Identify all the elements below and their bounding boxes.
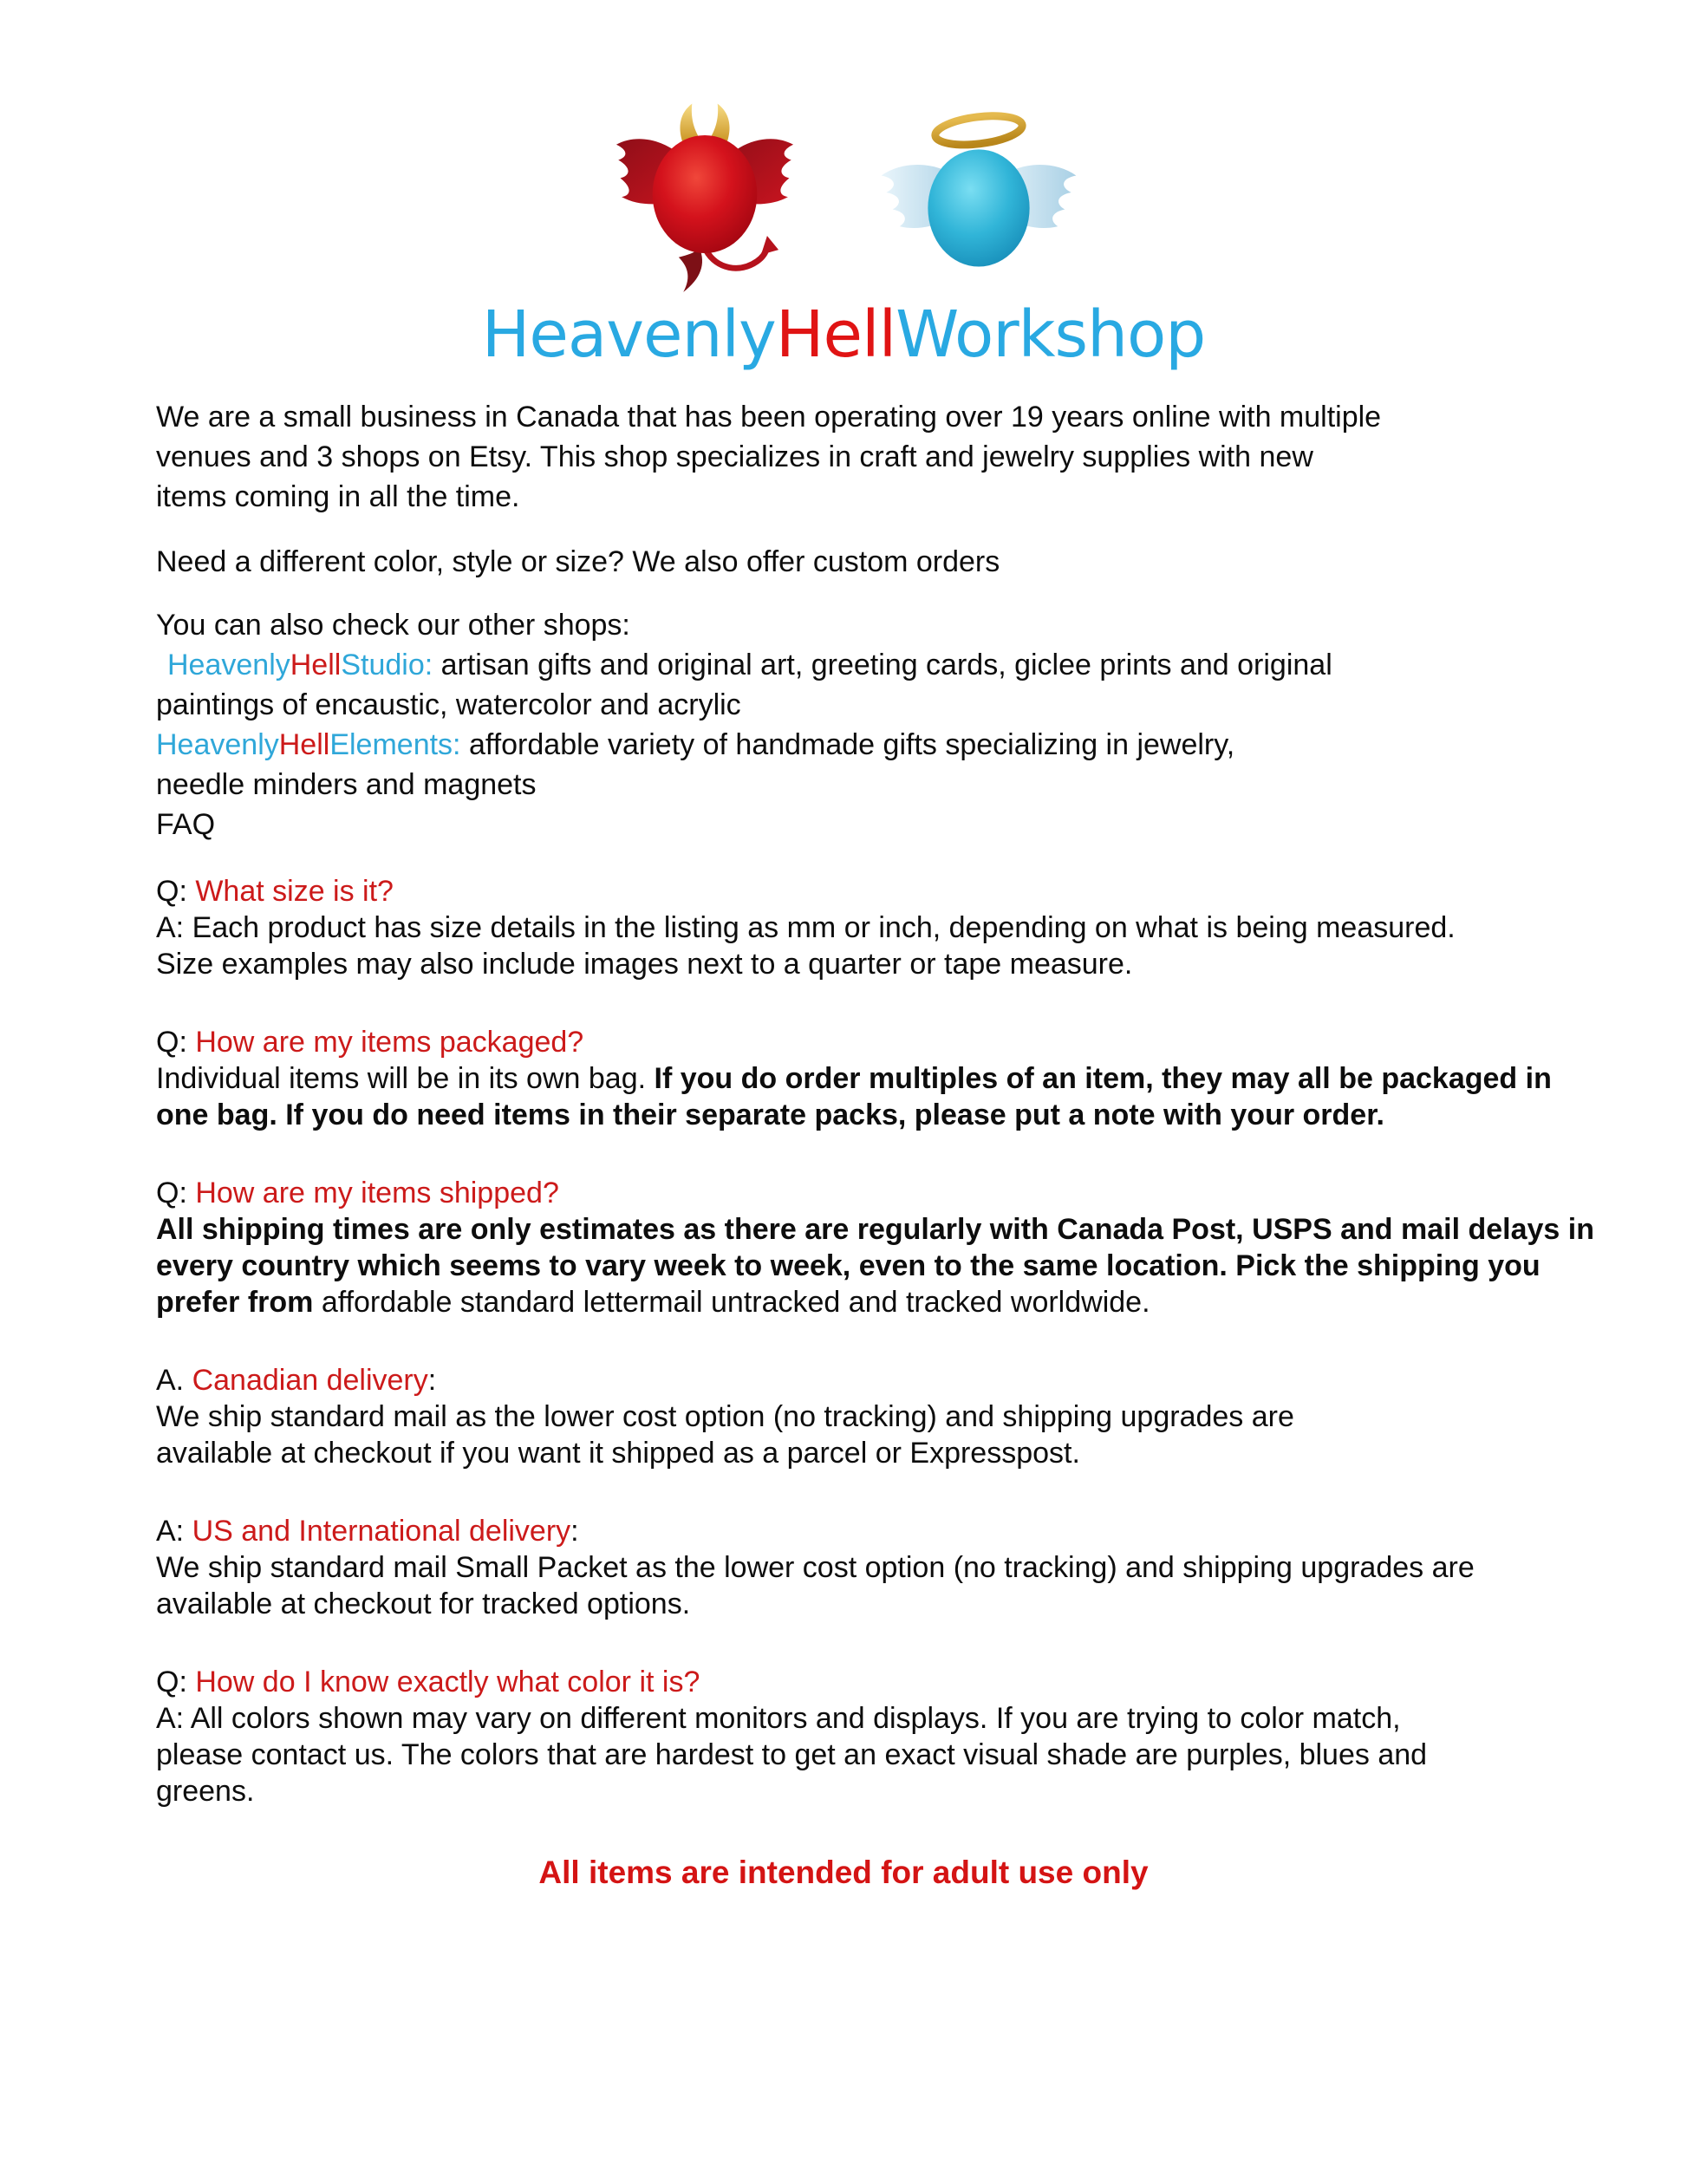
text-run: every country which seems to vary week to week, even to the same location. Pick the shipping you: [156, 1249, 1540, 1282]
adult-use-notice: All items are intended for adult use only: [538, 1855, 1149, 1890]
text-run: If you do order multiples of an item, they may all be packaged in: [654, 1062, 1552, 1095]
text-run: Q:: [156, 1666, 196, 1698]
shop-elements-desc-line2: needle minders and magnets: [156, 768, 537, 801]
logo: [0, 0, 1687, 290]
text-run: A: All colors shown may vary on different monitors and displays. If you are trying to color match,: [156, 1702, 1401, 1735]
text-run: How are my items shipped?: [195, 1177, 559, 1209]
shop-elements-line: [156, 725, 1531, 765]
intro-line: We are a small business in Canada that has been operating over 19 years online with multiple: [156, 401, 1382, 434]
intro-line: venues and 3 shops on Etsy. This shop specializes in craft and jewelry supplies with new: [156, 440, 1313, 473]
other-shops-section: [156, 605, 1531, 844]
text-line: [156, 1248, 1540, 1284]
shop-studio-desc-line2: paintings of encaustic, watercolor and acrylic: [156, 688, 741, 721]
faq-label: FAQ: [156, 808, 216, 841]
text-line: [156, 1175, 1531, 1211]
text-line: [156, 1284, 1531, 1320]
intro-paragraph: [156, 397, 1531, 517]
intro-line: items coming in all the time.: [156, 480, 520, 513]
text-run: available at checkout for tracked options.: [156, 1587, 691, 1620]
text-line: [156, 946, 1531, 982]
faq-section: [156, 873, 1594, 1809]
text-run: greens.: [156, 1775, 255, 1808]
text-line: [156, 1024, 1531, 1060]
text-line: [156, 873, 1531, 909]
text-line: [156, 1398, 1531, 1435]
text-run: We ship standard mail as the lower cost option (no tracking) and shipping upgrades are: [156, 1400, 1294, 1433]
faq-block: [156, 1362, 1531, 1471]
text-run: prefer from: [156, 1286, 322, 1319]
text-run: We ship standard mail Small Packet as the lower cost option (no tracking) and shipping upgrades are: [156, 1551, 1475, 1584]
text-run: Q:: [156, 1026, 196, 1059]
text-line: [156, 1362, 1531, 1398]
shop-studio-desc: artisan gifts and original art, greeting cards, giclee prints and original: [433, 649, 1332, 681]
text-run: :: [427, 1364, 437, 1397]
title-hell: Hell: [775, 297, 896, 372]
text-run: Canadian delivery: [192, 1364, 428, 1397]
text-line: [156, 1435, 1531, 1471]
text-run: A.: [156, 1364, 192, 1397]
faq-block: [156, 873, 1531, 982]
text-line: [156, 1097, 1531, 1133]
shop-elements-heavenly: Heavenly: [156, 728, 279, 761]
text-run: Individual items will be in its own bag.: [156, 1062, 655, 1095]
faq-block: [156, 1175, 1594, 1320]
page-title: [0, 297, 1687, 373]
shops-heading: You can also check our other shops:: [156, 609, 630, 642]
shop-studio-heavenly: Heavenly: [167, 649, 290, 681]
text-line: [156, 1513, 1531, 1549]
shop-studio-line: [156, 645, 1531, 685]
text-run: available at checkout if you want it shipped as a parcel or Expresspost.: [156, 1437, 1080, 1470]
text-line: [156, 1060, 1552, 1097]
custom-orders-line: Need a different color, style or size? We also offer custom orders: [156, 545, 1000, 578]
text-run: Size examples may also include images next to a quarter or tape measure.: [156, 948, 1133, 981]
title-workshop: Workshop: [896, 297, 1206, 372]
text-run: please contact us. The colors that are hardest to get an exact visual shade are purples, blues and: [156, 1738, 1428, 1771]
text-line: [156, 1773, 1531, 1809]
text-line: [156, 1586, 1531, 1622]
shop-elements-link[interactable]: [156, 728, 461, 761]
text-run: All shipping times are only estimates as there are regularly with Canada Post, USPS and mail delays in: [156, 1213, 1594, 1246]
text-run: US and International delivery: [192, 1515, 571, 1548]
shop-elements-hell: Hell: [278, 728, 330, 761]
shop-elements-desc: affordable variety of handmade gifts specializing in jewelry,: [460, 728, 1235, 761]
faq-block: [156, 1513, 1531, 1622]
shop-elements-rest: Elements:: [329, 728, 461, 761]
shop-studio-hell: Hell: [290, 649, 342, 681]
text-run: How are my items packaged?: [195, 1026, 584, 1059]
text-run: A: Each product has size details in the listing as mm or inch, depending on what is being measured.: [156, 911, 1456, 944]
text-run: Q:: [156, 1177, 196, 1209]
text-run: Q:: [156, 875, 196, 908]
text-run: :: [570, 1515, 579, 1548]
faq-block: [156, 1664, 1531, 1809]
shop-studio-rest: Studio:: [341, 649, 433, 681]
text-line: [156, 1664, 1531, 1700]
text-line: [156, 909, 1531, 946]
text-run: one bag. If you do need items in their separate packs, please put a note with your order.: [156, 1099, 1384, 1131]
text-line: [156, 1737, 1531, 1773]
text-run: What size is it?: [195, 875, 394, 908]
text-run: affordable standard lettermail untracked and tracked worldwide.: [321, 1286, 1150, 1319]
text-line: [156, 1211, 1594, 1248]
shop-studio-link[interactable]: [167, 649, 433, 681]
title-heavenly: Heavenly: [481, 297, 776, 372]
devil-egg-icon: [585, 94, 824, 295]
text-run: A:: [156, 1515, 192, 1548]
text-line: [156, 1700, 1531, 1737]
faq-block: [156, 1024, 1552, 1133]
text-run: How do I know exactly what color it is?: [195, 1666, 700, 1698]
angel-egg-icon: [856, 94, 1102, 291]
text-line: [156, 1549, 1531, 1586]
